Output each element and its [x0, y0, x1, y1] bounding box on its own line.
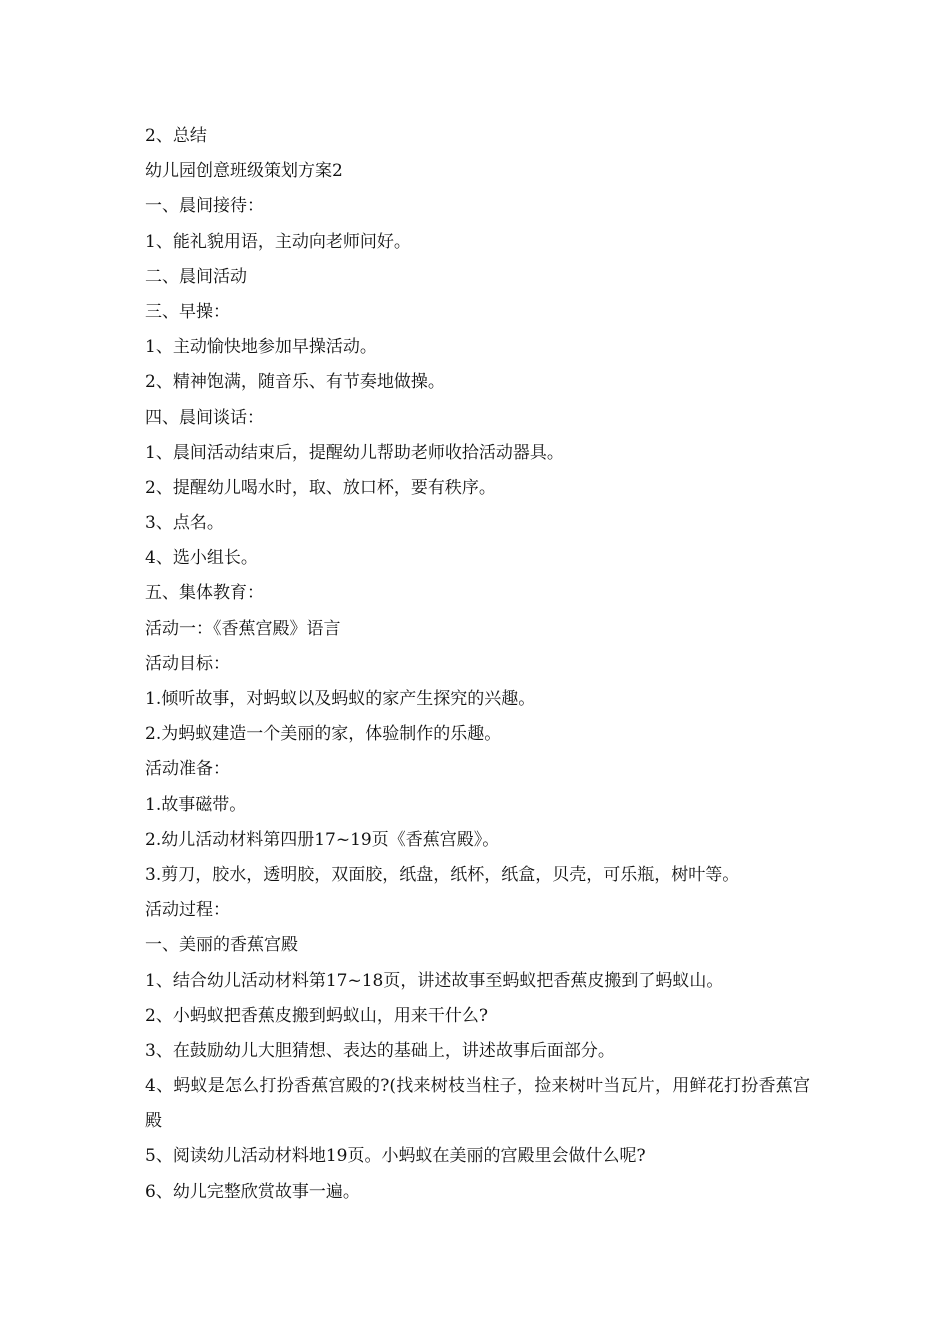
section-heading: 三、早操： — [145, 301, 230, 322]
subsection-heading: 活动目标： — [145, 653, 230, 674]
list-item: 1、主动愉快地参加早操活动。 — [145, 337, 377, 358]
list-item: 2.幼儿活动材料第四册17~19页《香蕉宫殿》。 — [145, 829, 500, 850]
list-item: 5、阅读幼儿活动材料地19页。小蚂蚁在美丽的宫殿里会做什么呢? — [145, 1146, 646, 1167]
list-item: 2.为蚂蚁建造一个美丽的家，体验制作的乐趣。 — [145, 724, 502, 745]
list-item: 3、在鼓励幼儿大胆猜想、表达的基础上，讲述故事后面部分。 — [145, 1040, 615, 1061]
section-heading: 四、晨间谈话： — [145, 407, 264, 428]
section-heading: 一、美丽的香蕉宫殿 — [145, 935, 298, 956]
section-heading: 2、总结 — [145, 126, 207, 146]
list-item: 2、精神饱满，随音乐、有节奏地做操。 — [145, 372, 445, 393]
document-title: 幼儿园创意班级策划方案2 — [145, 161, 343, 182]
list-item: 4、蚂蚁是怎么打扮香蕉宫殿的?(找来树枝当柱子，捡来树叶当瓦片，用鲜花打扮香蕉宫殿 — [145, 1076, 810, 1132]
activity-title: 活动一：《香蕉宫殿》语言 — [145, 618, 341, 639]
list-item: 1.故事磁带。 — [145, 794, 247, 815]
list-item: 2、小蚂蚁把香蕉皮搬到蚂蚁山，用来干什么? — [145, 1005, 488, 1026]
list-item: 6、幼儿完整欣赏故事一遍。 — [145, 1181, 360, 1202]
subsection-heading: 活动过程： — [145, 900, 230, 921]
section-heading: 二、晨间活动 — [145, 266, 247, 287]
document-body — [145, 119, 810, 1210]
list-item: 3.剪刀，胶水，透明胶，双面胶，纸盘，纸杯，纸盒，贝壳，可乐瓶，树叶等。 — [145, 864, 740, 885]
subsection-heading: 活动准备： — [145, 759, 230, 780]
list-item: 4、选小组长。 — [145, 548, 258, 569]
list-item: 2、提醒幼儿喝水时，取、放口杯，要有秩序。 — [145, 477, 496, 498]
list-item: 1.倾听故事，对蚂蚁以及蚂蚁的家产生探究的兴趣。 — [145, 689, 536, 709]
section-heading: 五、集体教育： — [145, 583, 264, 604]
list-item: 3、点名。 — [145, 513, 224, 534]
list-item: 1、能礼貌用语，主动向老师问好。 — [145, 231, 411, 252]
section-heading: 一、晨间接待： — [145, 196, 264, 217]
list-item: 1、晨间活动结束后，提醒幼儿帮助老师收拾活动器具。 — [145, 442, 564, 463]
list-item: 1、结合幼儿活动材料第17~18页，讲述故事至蚂蚁把香蕉皮搬到了蚂蚁山。 — [145, 970, 724, 991]
